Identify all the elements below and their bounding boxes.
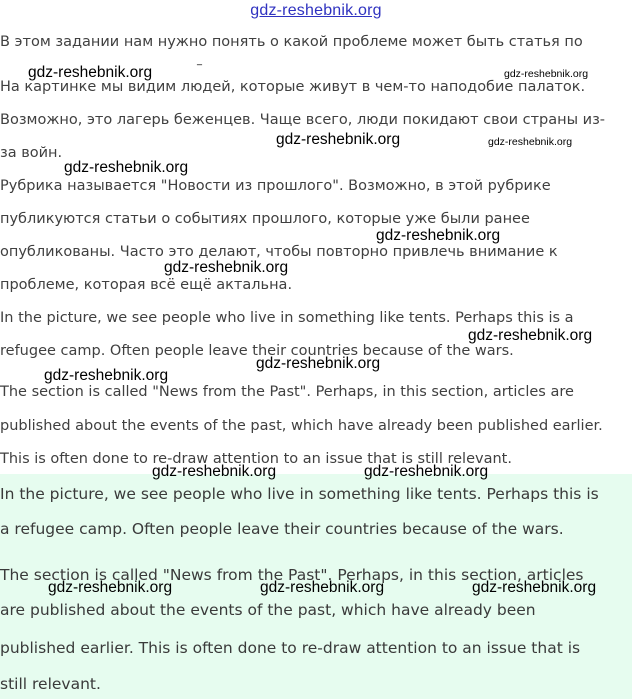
watermark: gdz-reshebnik.org [472,579,597,596]
watermark: gdz-reshebnik.org [376,227,501,244]
watermark: gdz-reshebnik.org [256,355,381,372]
watermark: gdz-reshebnik.org [164,259,289,276]
ru-line-8: проблеме, которая всё ещё актальна. [0,277,293,293]
en-line-2: refugee camp. Often people leave their countries because of the wars. [0,343,514,359]
ru-line-2: На картинке мы видим людей, которые живут в чем-то наподобие палаток. [0,79,586,95]
watermark: gdz-reshebnik.org [260,579,385,596]
ru-line-3: Возможно, это лагерь беженцев. Чаще всего, люди покидают свои страны из- [0,112,606,128]
hl-line-4: are published about the events of the past, which have already been [0,601,536,619]
watermark: gdz-reshebnik.org [48,579,173,596]
watermark: gdz-reshebnik.org [488,136,573,148]
watermark: gdz-reshebnik.org [28,64,153,81]
hl-line-6: still relevant. [0,675,101,693]
watermark: gdz-reshebnik.org [504,68,589,80]
watermark: gdz-reshebnik.org [364,463,489,480]
hl-line-5: published earlier. This is often done to re-draw attention to an issue that is [0,639,581,657]
en-line-4: published about the events of the past, which have already been published earlier. [0,418,603,434]
watermark: gdz-reshebnik.org [276,131,401,148]
en-line-3: The section is called "News from the Past". Perhaps, in this section, articles are [0,384,574,400]
watermark: gdz-reshebnik.org [152,463,277,480]
hl-line-3: The section is called "News from the Past". Perhaps, in this section, articles [0,566,584,584]
ru-line-1: В этом задании нам нужно понять о какой проблеме может быть статья по [0,34,583,50]
en-line-5: This is often done to re-draw attention to an issue that is still relevant. [0,451,512,467]
hl-line-1: In the picture, we see people who live in something like tents. Perhaps this is [0,485,599,503]
ru-line-4: за войн. [0,145,63,161]
watermark: gdz-reshebnik.org [468,327,593,344]
ru-line-5: Рубрика называется "Новости из прошлого". Возможно, в этой рубрике [0,178,551,194]
ru-line-6: публикуются статьи о событиях прошлого, которые уже были ранее [0,211,530,227]
hl-line-2: a refugee camp. Often people leave their countries because of the wars. [0,520,564,538]
watermark-top-link[interactable]: gdz-reshebnik.org [250,2,382,19]
stray-dash: ‾ [197,64,202,75]
en-line-1: In the picture, we see people who live in something like tents. Perhaps this is a [0,310,574,326]
watermark: gdz-reshebnik.org [44,367,169,384]
ru-line-7: опубликованы. Часто это делают, чтобы повторно привлечь внимание к [0,244,558,260]
watermark: gdz-reshebnik.org [64,159,189,176]
